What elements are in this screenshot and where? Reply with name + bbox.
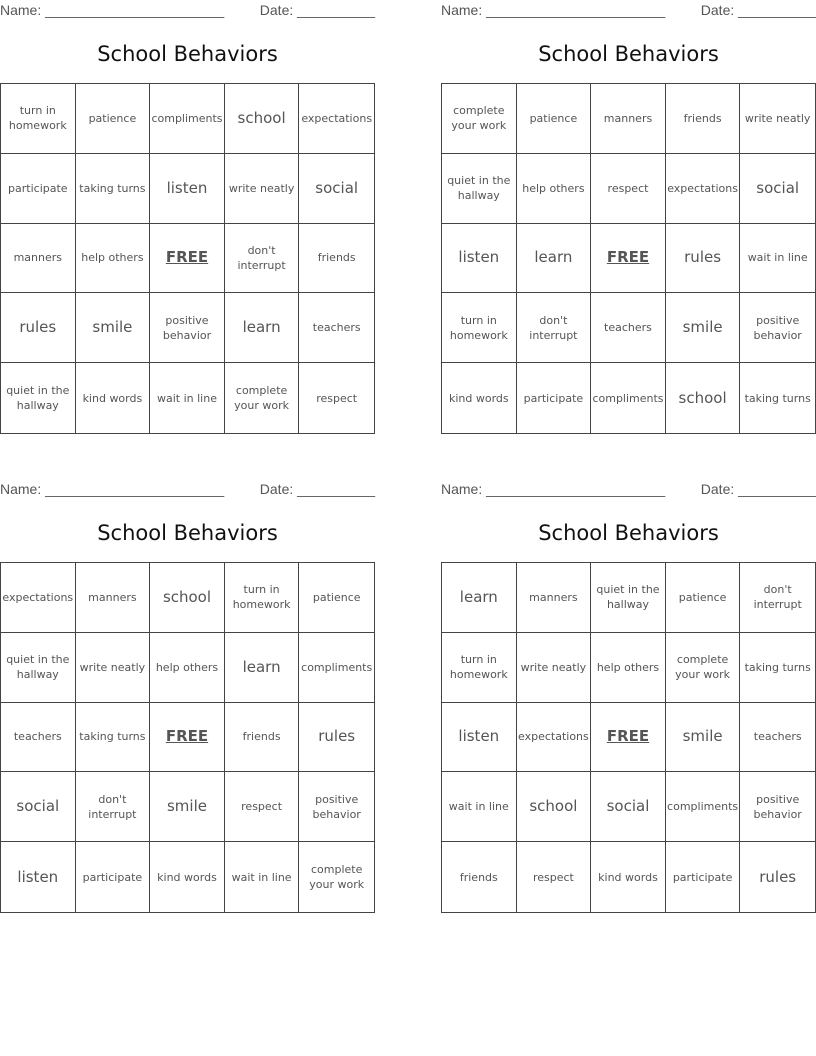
free-space-cell: FREE: [591, 224, 666, 294]
bingo-cell: expectations: [517, 703, 592, 773]
bingo-cell: school: [666, 363, 741, 433]
bingo-card-1: [0, 0, 375, 432]
bingo-grid: [441, 562, 816, 913]
bingo-cell: positive behavior: [740, 772, 815, 842]
bingo-cell: listen: [1, 842, 76, 912]
bingo-cell: quiet in the hallway: [1, 363, 76, 433]
bingo-grid: [0, 83, 375, 434]
bingo-cell: learn: [517, 224, 592, 294]
bingo-cell: write neatly: [76, 633, 151, 703]
bingo-cell: listen: [442, 224, 517, 294]
free-space-cell: FREE: [150, 703, 225, 773]
free-space-cell: FREE: [591, 703, 666, 773]
bingo-cell: positive behavior: [299, 772, 374, 842]
bingo-cell: friends: [225, 703, 300, 773]
bingo-cell: friends: [442, 842, 517, 912]
bingo-cell: patience: [299, 563, 374, 633]
name-field-label: Name: _______________________: [0, 481, 225, 497]
bingo-cell: teachers: [740, 703, 815, 773]
bingo-cell: expectations: [1, 563, 76, 633]
bingo-cell: taking turns: [76, 703, 151, 773]
bingo-cell: social: [299, 154, 374, 224]
bingo-cell: manners: [591, 84, 666, 154]
bingo-cell: learn: [225, 293, 300, 363]
bingo-cell: patience: [666, 563, 741, 633]
bingo-card-4: [441, 479, 816, 911]
bingo-cell: kind words: [76, 363, 151, 433]
date-field-label: Date: __________: [259, 481, 375, 497]
bingo-cell: manners: [517, 563, 592, 633]
date-field-label: Date: __________: [700, 2, 816, 18]
bingo-cell: school: [150, 563, 225, 633]
bingo-cell: compliments: [150, 84, 225, 154]
bingo-cell: kind words: [442, 363, 517, 433]
bingo-cell: complete your work: [309, 863, 365, 892]
bingo-cell: taking turns: [740, 633, 815, 703]
bingo-cell: respect: [517, 842, 592, 912]
bingo-card-3: [0, 479, 375, 911]
bingo-cell: compliments: [591, 363, 666, 433]
bingo-cell: social: [591, 772, 666, 842]
bingo-cell: rules: [1, 293, 76, 363]
bingo-cell: taking turns: [76, 154, 151, 224]
bingo-cell: wait in line: [442, 772, 517, 842]
bingo-cell: respect: [316, 391, 358, 405]
bingo-cell: smile: [666, 703, 741, 773]
bingo-cell: help others: [150, 633, 225, 703]
bingo-cell: write neatly: [517, 633, 592, 703]
card-title: School Behaviors: [538, 42, 719, 66]
bingo-cell: respect: [591, 154, 666, 224]
card-title: School Behaviors: [97, 521, 278, 545]
date-field-label: Date: __________: [259, 2, 375, 18]
bingo-cell: teachers: [591, 293, 666, 363]
bingo-cell: teachers: [299, 293, 374, 363]
bingo-cell: school: [517, 772, 592, 842]
bingo-cell: help others: [517, 154, 592, 224]
bingo-cell: social: [740, 154, 815, 224]
bingo-cell: expectations: [666, 154, 741, 224]
card-title: School Behaviors: [538, 521, 719, 545]
bingo-cell: rules: [759, 867, 797, 886]
bingo-cell: social: [1, 772, 76, 842]
bingo-cell: kind words: [150, 842, 225, 912]
bingo-cell: don't interrupt: [740, 563, 815, 633]
bingo-cell: school: [225, 84, 300, 154]
bingo-cell: rules: [299, 703, 374, 773]
bingo-cell: turn in homework: [225, 563, 300, 633]
bingo-cell: write neatly: [740, 84, 815, 154]
name-date-row: [441, 0, 816, 20]
bingo-cell: quiet in the hallway: [591, 563, 666, 633]
bingo-cell: turn in homework: [442, 293, 517, 363]
bingo-cell: rules: [666, 224, 741, 294]
bingo-cell: help others: [76, 224, 151, 294]
bingo-cell: positive behavior: [150, 293, 225, 363]
bingo-grid: [0, 562, 375, 913]
bingo-cell: listen: [442, 703, 517, 773]
bingo-cell: smile: [76, 293, 151, 363]
bingo-cell: wait in line: [740, 224, 815, 294]
bingo-cell: compliments: [666, 772, 741, 842]
card-title: School Behaviors: [97, 42, 278, 66]
bingo-cell: friends: [666, 84, 741, 154]
bingo-cell: turn in homework: [442, 633, 517, 703]
name-field-label: Name: _______________________: [441, 2, 666, 18]
bingo-cell: respect: [225, 772, 300, 842]
bingo-card-2: [441, 0, 816, 432]
free-space-cell: FREE: [150, 224, 225, 294]
bingo-cell: wait in line: [150, 363, 225, 433]
bingo-cell: patience: [517, 84, 592, 154]
bingo-cell: learn: [225, 633, 300, 703]
bingo-cell: write neatly: [225, 154, 300, 224]
bingo-cell: taking turns: [744, 391, 811, 405]
name-date-row: [441, 479, 816, 499]
bingo-cell: participate: [517, 363, 592, 433]
bingo-cell: quiet in the hallway: [1, 633, 76, 703]
bingo-cell: positive behavior: [740, 293, 815, 363]
name-date-row: [0, 479, 375, 499]
bingo-cell: participate: [1, 154, 76, 224]
bingo-cell: friends: [299, 224, 374, 294]
name-field-label: Name: _______________________: [0, 2, 225, 18]
bingo-cell: kind words: [591, 842, 666, 912]
bingo-cell: turn in homework: [1, 84, 76, 154]
bingo-cell: patience: [76, 84, 151, 154]
bingo-cell: wait in line: [225, 842, 300, 912]
bingo-cell: smile: [150, 772, 225, 842]
bingo-cell: manners: [1, 224, 76, 294]
bingo-cell: teachers: [1, 703, 76, 773]
bingo-cell: don't interrupt: [517, 293, 592, 363]
bingo-cell: complete your work: [225, 363, 300, 433]
bingo-cell: expectations: [299, 84, 374, 154]
bingo-cell: don't interrupt: [76, 772, 151, 842]
bingo-cell: help others: [591, 633, 666, 703]
bingo-cell: complete your work: [666, 633, 741, 703]
bingo-grid: [441, 83, 816, 434]
bingo-cell: participate: [76, 842, 151, 912]
name-field-label: Name: _______________________: [441, 481, 666, 497]
bingo-cell: learn: [442, 563, 517, 633]
bingo-cell: don't interrupt: [225, 224, 300, 294]
date-field-label: Date: __________: [700, 481, 816, 497]
bingo-cell: complete your work: [442, 84, 517, 154]
bingo-cell: participate: [666, 842, 741, 912]
bingo-cell: manners: [76, 563, 151, 633]
bingo-cell: compliments: [299, 633, 374, 703]
bingo-cell: listen: [150, 154, 225, 224]
bingo-cell: quiet in the hallway: [442, 154, 517, 224]
name-date-row: [0, 0, 375, 20]
bingo-cell: smile: [666, 293, 741, 363]
